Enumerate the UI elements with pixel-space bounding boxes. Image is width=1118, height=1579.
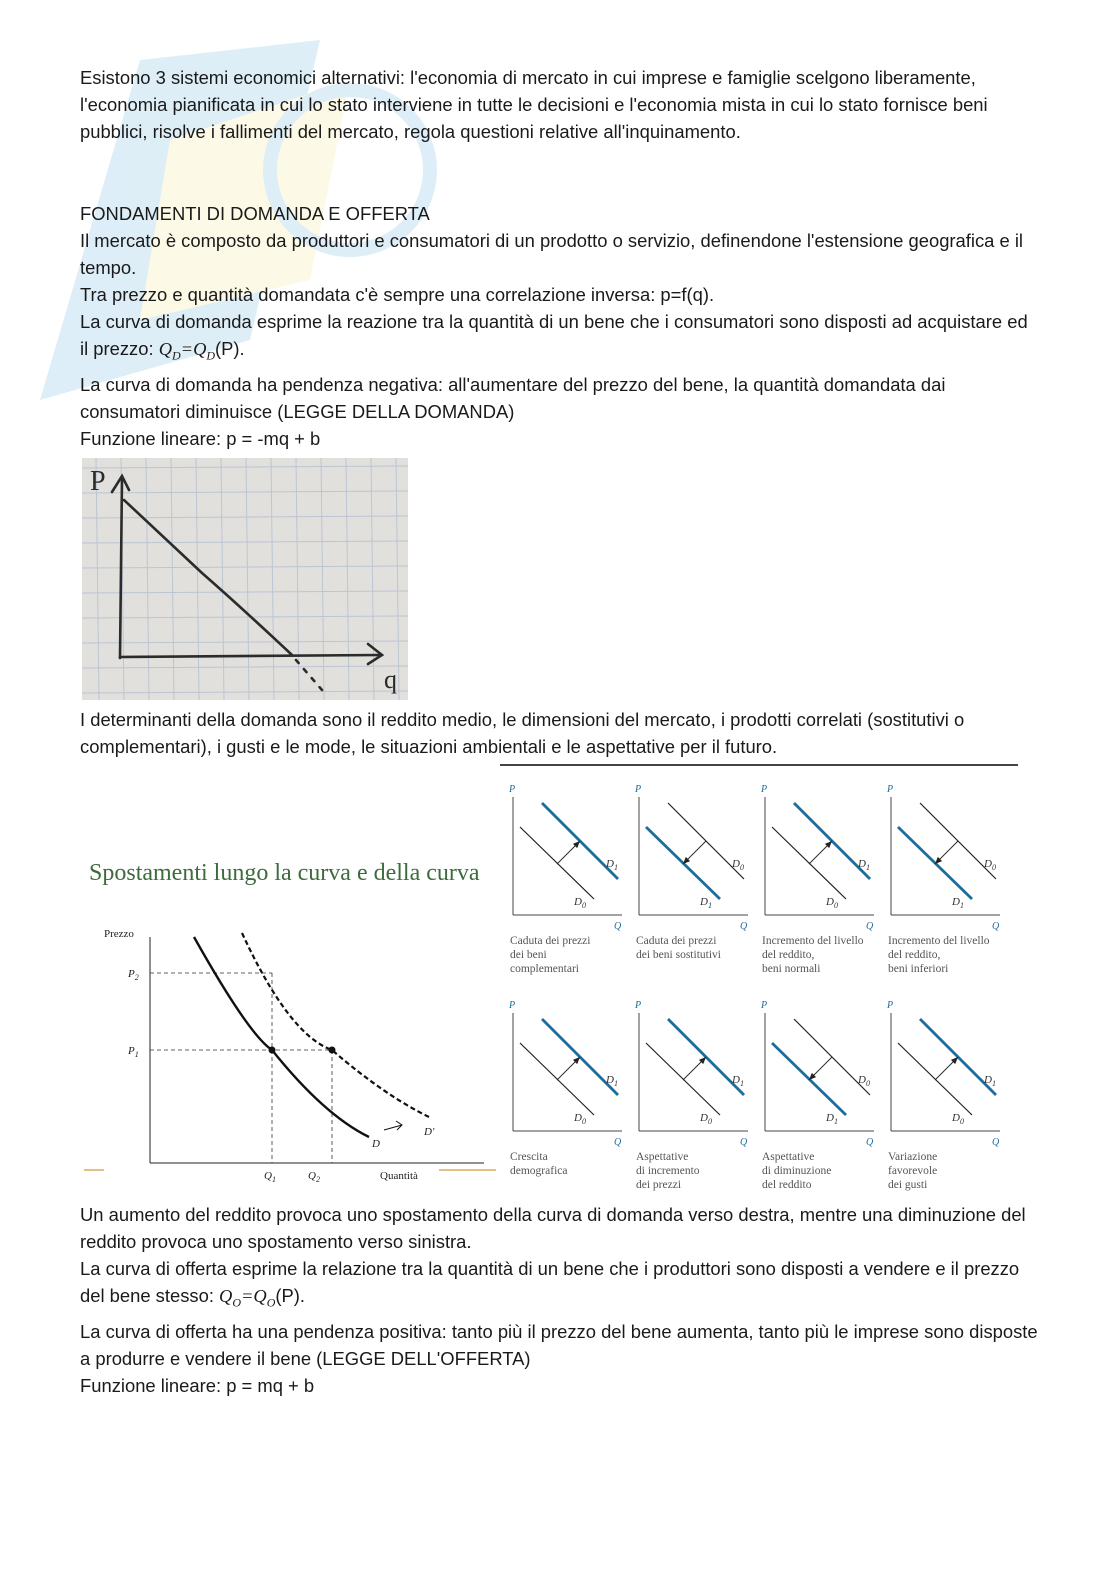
panel-outer-label: $D_1$ <box>732 1074 744 1088</box>
section-heading: FONDAMENTI DI DOMANDA E OFFERTA <box>80 203 430 224</box>
panel-q-label: Q <box>740 1137 748 1148</box>
panel-p-label: P <box>509 1000 516 1011</box>
panel-inner-label: $D_0$ <box>574 1112 586 1126</box>
determinant-panel <box>760 1000 874 1191</box>
supply-curve-paragraph <box>80 1255 1040 1317</box>
demand-curve-d-prime <box>242 933 429 1117</box>
panel-q-label: Q <box>866 1137 874 1148</box>
photo-p-label: P <box>90 466 106 497</box>
panel-p-label: P <box>761 784 768 795</box>
panel-curve-inner <box>772 1043 846 1115</box>
determinant-panel <box>508 784 622 975</box>
determinant-panel <box>886 784 1000 975</box>
q1-label: $Q_1$ <box>264 1170 276 1184</box>
supply-formula: $Q_O=Q_O$ <box>219 1286 276 1310</box>
demand-formula-arg: (P). <box>215 338 245 359</box>
panel-inner-label: $D_1$ <box>826 1112 838 1126</box>
determinant-panel <box>634 1000 748 1191</box>
panel-p-label: P <box>887 1000 894 1011</box>
panel-caption: Caduta dei prezzi dei beni complementari <box>510 935 591 975</box>
panel-caption: Caduta dei prezzi dei beni sostitutivi <box>636 935 721 961</box>
correlation-paragraph: Tra prezzo e quantità domandata c'è sempre una correlazione inversa: p=f(q). <box>80 284 715 305</box>
determinant-panels-figure <box>500 762 1020 1194</box>
panel-p-label: P <box>509 784 516 795</box>
panel-q-label: Q <box>992 1137 1000 1148</box>
intro-paragraph: Esistono 3 sistemi economici alternativi: l'economia di mercato in cui imprese e famiglie scelgono liberamente, l'economia pianificata in cui lo stato interviene in tutte le decisioni e l'economia mista in cui lo stato fornisce beni pubblici, risolve i fallimenti del mercato, regola questioni relative all'inquinamento. <box>80 67 988 142</box>
d-prime-label: D' <box>424 1126 435 1138</box>
supply-formula-arg: (P). <box>275 1285 305 1306</box>
panel-curve-inner <box>646 1043 720 1115</box>
panel-outer-label: $D_1$ <box>858 858 870 872</box>
panel-p-label: P <box>635 784 642 795</box>
panel-outer-label: $D_0$ <box>984 858 996 872</box>
panel-curve-inner <box>520 1043 594 1115</box>
determinants-paragraph: I determinanti della domanda sono il reddito medio, le dimensioni del mercato, i prodotti correlati (sostitutivi o complementari), i gusti e le mode, le situazioni ambientali e le aspettative per il futuro. <box>80 709 965 757</box>
panel-p-label: P <box>761 1000 768 1011</box>
panel-inner-label: $D_1$ <box>700 896 712 910</box>
panel-p-label: P <box>635 1000 642 1011</box>
panel-curve-inner <box>520 827 594 899</box>
quantity-axis-label: Quantità <box>380 1170 418 1182</box>
demand-curve-d <box>194 937 369 1137</box>
panel-outer-label: $D_1$ <box>606 858 618 872</box>
panel-q-label: Q <box>992 921 1000 932</box>
market-paragraph: Il mercato è composto da produttori e consumatori di un prodotto o servizio, definendone l'estensione geografica e il tempo. <box>80 230 1024 278</box>
determinant-panel <box>760 784 874 975</box>
panel-curve-inner <box>646 827 720 899</box>
shift-figure-title: Spostamenti lungo la curva e della curva <box>89 860 480 886</box>
panel-q-label: Q <box>614 1137 622 1148</box>
supply-curve-text: La curva di offerta esprime la relazione tra la quantità di un bene che i produttori sono disposti a vendere e il prezzo del bene stesso: <box>80 1258 1020 1306</box>
panel-q-label: Q <box>740 921 748 932</box>
panel-caption: Variazione favorevole dei gusti <box>888 1151 938 1191</box>
supply-linear-function: Funzione lineare: p = mq + b <box>80 1375 315 1396</box>
panel-inner-label: $D_1$ <box>952 896 964 910</box>
demand-formula: $Q_D=Q_D$ <box>158 339 216 363</box>
panel-inner-label: $D_0$ <box>952 1112 964 1126</box>
panel-q-label: Q <box>614 921 622 932</box>
panel-outer-label: $D_0$ <box>732 858 744 872</box>
q2-label: $Q_2$ <box>308 1170 320 1184</box>
d-label: D <box>372 1138 380 1150</box>
panel-curve-inner <box>772 827 846 899</box>
panel-caption: Aspettative di diminuzione del reddito <box>762 1151 832 1191</box>
supply-slope-paragraph: La curva di offerta ha una pendenza positiva: tanto più il prezzo del bene aumenta, tanto più le imprese sono disposte a produrre e vendere il bene (LEGGE DELL'OFFERTA) <box>80 1321 1038 1369</box>
demand-shift-figure <box>84 925 496 1190</box>
panel-inner-label: $D_0$ <box>826 896 838 910</box>
panel-outer-label: $D_1$ <box>984 1074 996 1088</box>
panel-caption: Incremento del livello del reddito, beni normali <box>762 935 864 975</box>
determinant-panel <box>508 1000 622 1177</box>
panel-p-label: P <box>887 784 894 795</box>
panel-curve-inner <box>898 1043 972 1115</box>
panel-inner-label: $D_0$ <box>574 896 586 910</box>
demand-curve-paragraph <box>80 308 1040 370</box>
price-axis-label: Prezzo <box>104 928 134 940</box>
determinant-panel <box>634 784 748 961</box>
photo-q-label: q <box>384 665 397 694</box>
panel-caption: Incremento del livello del reddito, beni inferiori <box>888 935 990 975</box>
income-shift-paragraph: Un aumento del reddito provoca uno spostamento della curva di domanda verso destra, mentre una diminuzione del reddito provoca uno spostamento verso sinistra. <box>80 1204 1026 1252</box>
panel-outer-label: $D_1$ <box>606 1074 618 1088</box>
panel-caption: Aspettative di incremento dei prezzi <box>636 1151 700 1191</box>
panel-curve-inner <box>898 827 972 899</box>
demand-curve-text: La curva di domanda esprime la reazione tra la quantità di un bene che i consumatori sono disposti ad acquistare ed il prezzo: <box>80 311 1028 359</box>
p1-label: $P_1$ <box>128 1045 139 1059</box>
panel-caption: Crescita demografica <box>510 1151 568 1177</box>
panel-outer-label: $D_0$ <box>858 1074 870 1088</box>
p2-label: $P_2$ <box>128 968 139 982</box>
panel-inner-label: $D_0$ <box>700 1112 712 1126</box>
demand-slope-paragraph: La curva di domanda ha pendenza negativa: all'aumentare del prezzo del bene, la quantità domandata dai consumatori diminuisce (LEGGE DELLA DOMANDA) <box>80 374 946 422</box>
determinant-panel <box>886 1000 1000 1191</box>
demand-linear-function: Funzione lineare: p = -mq + b <box>80 428 321 449</box>
panel-q-label: Q <box>866 921 874 932</box>
hand-drawn-demand-graph <box>82 458 408 700</box>
